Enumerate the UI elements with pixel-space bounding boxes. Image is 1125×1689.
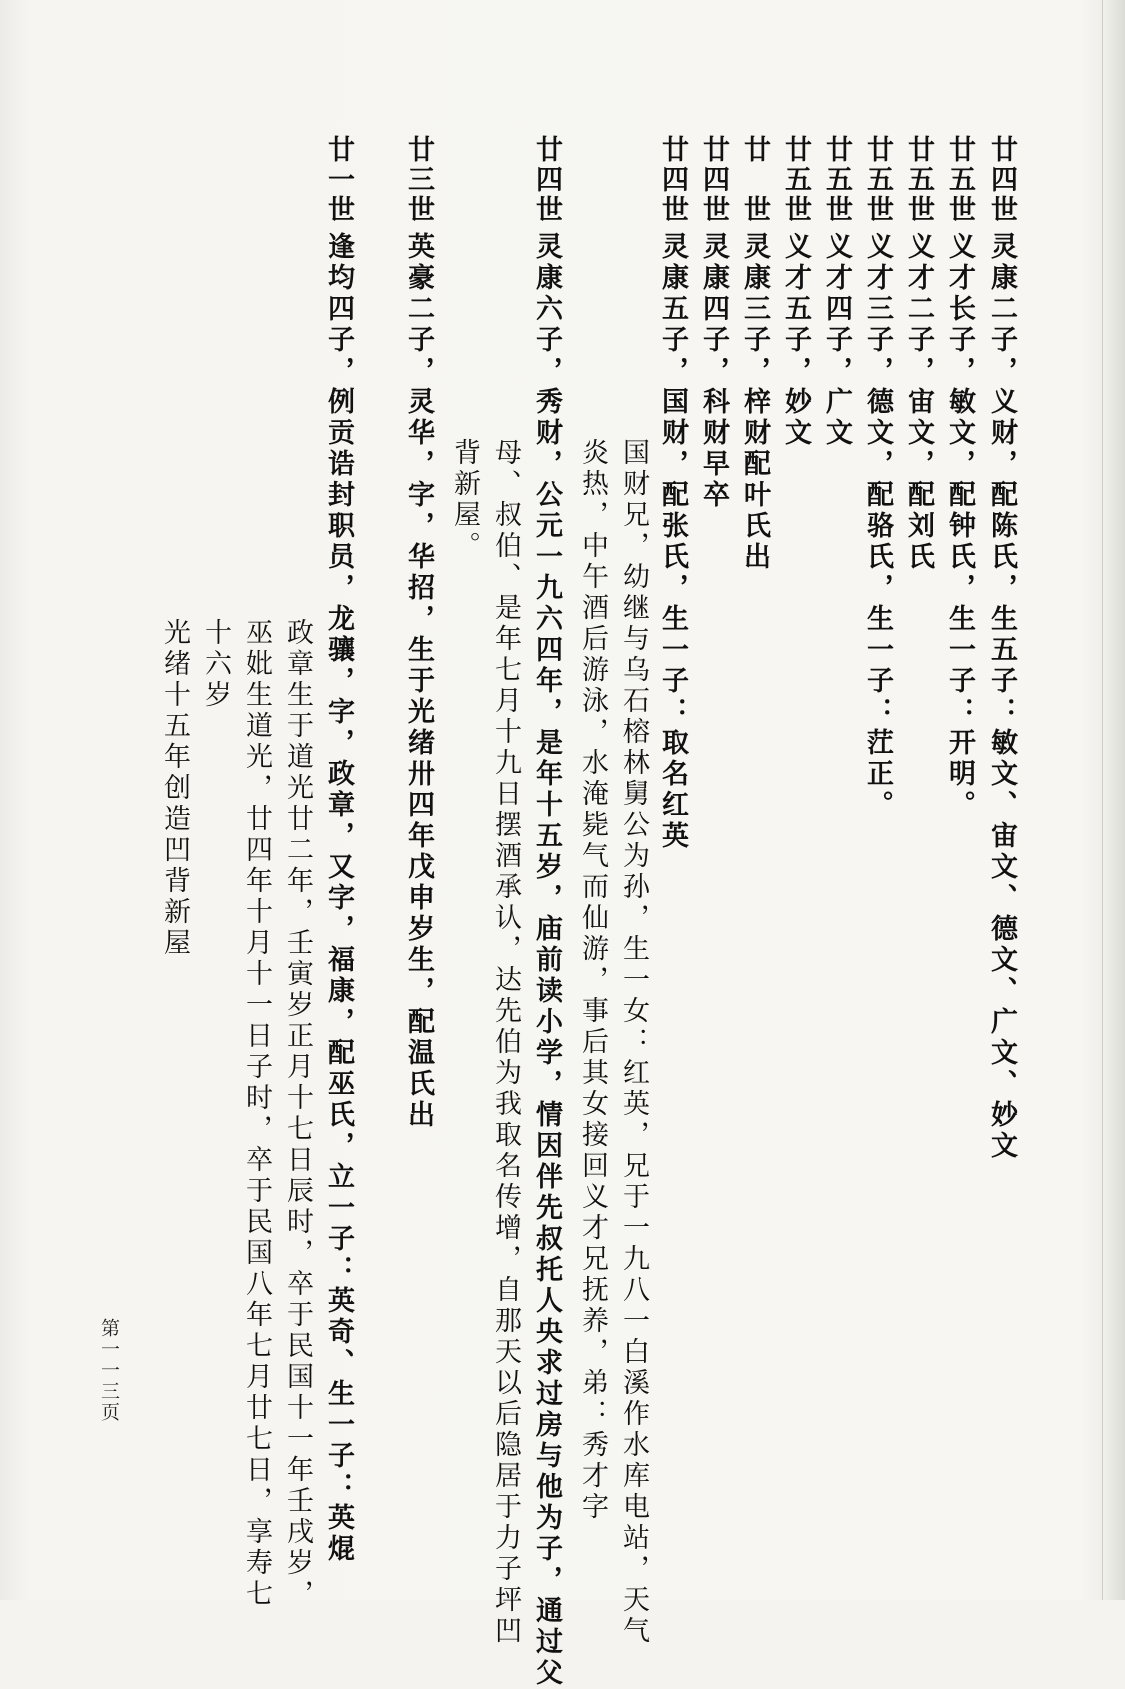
entry-line: 背新屋。: [449, 438, 480, 562]
generation-label: 廿五世: [944, 135, 975, 225]
entry-line: 巫妣生道光，廿四年十月十一日子时，卒于民国八年七月廿七日，享寿七: [241, 618, 272, 1610]
page-number: 第一一三页: [98, 1318, 120, 1423]
entry-line: 光绪十五年创造凹背新屋: [159, 618, 190, 959]
entry-line: 灵康二子，义财，配陈氏，生五子：敏文、宙文、德文、广文、妙文: [986, 232, 1017, 1162]
generation-label: 廿一世: [323, 135, 354, 225]
entry-line: 义才四子，广文: [821, 232, 852, 449]
entry-line: 英豪二子，灵华，字，华招，生于光绪卅四年戊申岁生，配温氏出: [403, 232, 434, 1131]
entry-line: 义才五子，妙文: [780, 232, 811, 449]
entry-line: 义才三子，德文，配骆氏，生一子：茳正。: [862, 232, 893, 821]
entry-line: 逢均四子，例贡诰封职员，龙骧，字，政章，又字，福康，配巫氏，立一子：英奇、生一子：英焜: [323, 232, 354, 1565]
entry-line: 十六岁: [200, 618, 231, 711]
generation-label: 廿四世: [531, 135, 562, 225]
entry-line: 国财兄，幼继与乌石榕林舅公为孙，生一女：红英，兄于一九八一白溪作水库电站，天气: [618, 438, 649, 1647]
generation-label: 廿五世: [780, 135, 811, 225]
entry-line: 政章生于道光廿二年，壬寅岁正月十七日辰时，卒于民国十一年壬戌岁，: [282, 618, 313, 1610]
generation-label: 廿四世: [986, 135, 1017, 225]
page-edge: [1102, 0, 1125, 1600]
entry-line: 母、叔伯、是年七月十九日摆酒承认，达先伯为我取名传增，自那天以后隐居于力子坪凹: [490, 438, 521, 1647]
entry-line: 义才长子，敏文，配钟氏，生一子：开明。: [944, 232, 975, 821]
generation-label: 廿四世: [657, 135, 688, 225]
generation-label: 廿四世: [698, 135, 729, 225]
entry-line: 灵康三子，梓财配叶氏出: [739, 232, 770, 573]
entry-line: 灵康六子，秀财，公元一九六四年，是年十五岁，庙前读小学，情因伴先叔托人央求过房与他为子，通过父: [531, 232, 562, 1689]
entry-line: 灵康五子，国财，配张氏，生一子：取名红英: [657, 232, 688, 852]
generation-label: 廿三世: [403, 135, 434, 225]
entry-line: 灵康四子，科财早卒: [698, 232, 729, 511]
entry-line: 义才二子，宙文，配刘氏: [903, 232, 934, 573]
generation-label: 廿五世: [862, 135, 893, 225]
entry-line: 炎热，中午酒后游泳，水淹毙气而仙游，事后其女接回义才兄抚养，弟：秀才字: [577, 438, 608, 1523]
generation-label: 廿五世: [821, 135, 852, 225]
generation-label: 廿 世: [739, 135, 770, 225]
generation-label: 廿五世: [903, 135, 934, 225]
